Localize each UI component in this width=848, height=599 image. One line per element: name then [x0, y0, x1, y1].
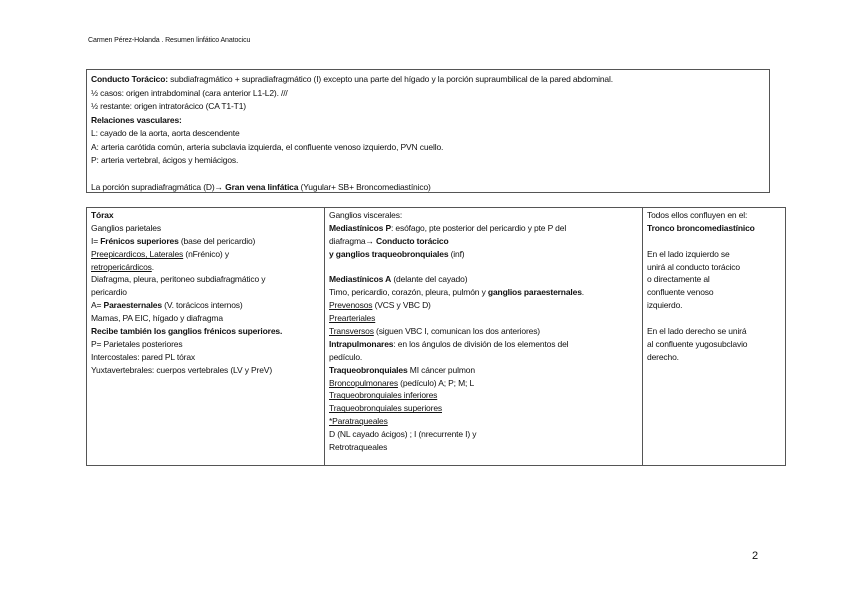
text: subdiafragmático + supradiafragmático (I) excepto una parte del hígado y la porción supraumbilical de la pared abdominal.	[167, 74, 613, 84]
cell-line	[91, 235, 320, 248]
cell-line: Intercostales: pared PL tórax	[91, 351, 196, 362]
text: (siguen VBC I, comunican los dos anteriores)	[373, 326, 540, 337]
underlined-text: Preepicardicos, Laterales	[91, 248, 184, 259]
cell-line	[329, 364, 638, 377]
spacer	[91, 168, 765, 182]
cell-line: Diafragma, pleura, peritoneo subdiafragmático y	[91, 274, 266, 285]
cell-line	[329, 299, 638, 312]
cell-line: P= Parietales posteriores	[91, 338, 183, 349]
spacer	[647, 235, 781, 248]
text: Timo, pericardio, corazón, pleura, pulmón y	[329, 287, 488, 298]
cell-line: izquierdo.	[647, 300, 683, 311]
underlined-text: Prevenosos	[329, 300, 373, 311]
col-ganglios-viscerales	[325, 208, 643, 466]
underlined-text: retropericárdicos	[91, 261, 152, 272]
cell-line	[329, 273, 638, 286]
cell-line: Ganglios parietales	[91, 222, 161, 233]
cell-line: pericardio	[91, 287, 127, 298]
cell-line: pedículo.	[329, 351, 363, 362]
col-confluencia	[643, 208, 786, 466]
cell-line: Tronco broncomediastínico	[647, 222, 755, 233]
col-torax	[87, 208, 325, 466]
cell-line: derecho.	[647, 351, 679, 362]
cell-line	[329, 235, 638, 248]
text: (nFrénico) y	[183, 248, 229, 259]
text: (Yugular+ SB+ Broncomediastínico)	[298, 182, 431, 192]
cell-line: unirá al conducto torácico	[647, 261, 740, 272]
underlined-text: Broncopulmonares	[329, 377, 398, 388]
cell-line: confluente venoso	[647, 287, 714, 298]
cell-line: Ganglios viscerales:	[329, 210, 403, 220]
text: diafragma→	[329, 235, 377, 246]
bold-text: Conducto Torácico:	[91, 74, 168, 84]
cell-line	[91, 261, 320, 274]
cell-line: Traqueobronquiales inferiores	[329, 390, 438, 401]
bold-text: Mediastínicos A	[329, 274, 392, 285]
page-number: 2	[752, 550, 759, 562]
bold-text: Gran vena linfática	[225, 182, 299, 192]
cell-line: En el lado derecho se unirá	[647, 326, 747, 337]
bold-text: Frénicos superiores	[100, 235, 179, 246]
text: (VCS y VBC D)	[372, 300, 431, 311]
text: .	[581, 287, 585, 298]
box-line: ½ casos: origen intrabdominal (cara anterior L1-L2). ///	[91, 87, 288, 98]
text: MI cáncer pulmon	[407, 364, 475, 375]
conducto-toracico-box	[86, 69, 770, 193]
text: : en los ángulos de división de los elementos del	[393, 338, 569, 349]
cell-line	[329, 286, 638, 299]
cell-line: Todos ellos confluyen en el:	[647, 210, 748, 220]
text: A=	[91, 300, 104, 311]
cell-line: Retrotraqueales	[329, 442, 388, 453]
text: (V. torácicos internos)	[161, 300, 243, 311]
cell-line: *Paratraqueales	[329, 416, 388, 427]
bold-text: Intrapulmonares	[329, 338, 394, 349]
underlined-text: Transversos	[329, 326, 374, 337]
cell-line	[329, 222, 638, 235]
bold-text: Paraesternales	[103, 300, 162, 311]
cell-line: Yuxtavertebrales: cuerpos vertebrales (LV y PreV)	[91, 364, 272, 375]
cell-line	[329, 377, 638, 390]
table-row	[87, 208, 786, 466]
box-line: A: arteria carótida común, arteria subclavia izquierda, el confluente venoso izquierdo, PVN cuello.	[91, 141, 444, 152]
text: (pedículo) A; P; M; L	[397, 377, 475, 388]
box-line	[91, 181, 765, 195]
page-header: Carmen Pérez-Holanda . Resumen linfático Anatocicu	[88, 37, 251, 44]
cell-line: Prearteriales	[329, 313, 376, 324]
cell-line	[329, 338, 638, 351]
cell-line: En el lado izquierdo se	[647, 248, 730, 259]
cell-line: Traqueobronquiales superiores	[329, 403, 442, 414]
bold-text: y ganglios traqueobronquiales	[329, 248, 449, 259]
box-heading: Relaciones vasculares:	[91, 114, 182, 125]
cell-line	[329, 248, 638, 261]
bold-text: Conducto torácico	[376, 235, 449, 246]
cell-line	[91, 248, 320, 261]
box-line	[91, 73, 765, 87]
spacer	[647, 312, 781, 325]
box-line: L: cayado de la aorta, aorta descendente	[91, 128, 240, 138]
bold-text: Mediastínicos P	[329, 222, 391, 233]
cell-line	[91, 299, 320, 312]
text: .	[151, 261, 154, 272]
box-line: ½ restante: origen intratorácico (CA T1-T1)	[91, 101, 246, 111]
text: (inf)	[448, 248, 465, 259]
box-line: P: arteria vertebral, ácigos y hemiácigos.	[91, 155, 239, 165]
bold-text: Traqueobronquiales	[329, 364, 408, 375]
column-title: Tórax	[91, 210, 114, 220]
cell-line: al confluente yugosubclavio	[647, 338, 748, 349]
cell-line: o directamente al	[647, 274, 710, 285]
cell-line: D (NL cayado ácigos) ; I (nrecurrente I) y	[329, 429, 477, 440]
bold-text: ganglios paraesternales	[487, 287, 582, 298]
cell-line: Mamas, PA EIC, hígado y diafragma	[91, 313, 223, 324]
spacer	[329, 261, 638, 274]
ganglios-table	[86, 207, 786, 466]
text: I=	[91, 235, 101, 246]
cell-line	[329, 325, 638, 338]
text: (delante del cayado)	[391, 274, 468, 285]
text: La porción supradiafragmática (D)→	[91, 182, 226, 192]
text: (base del pericardio)	[178, 235, 256, 246]
cell-line: Recibe también los ganglios frénicos superiores.	[91, 326, 283, 337]
text: : esófago, pte posterior del pericardio y pte P del	[391, 222, 567, 233]
